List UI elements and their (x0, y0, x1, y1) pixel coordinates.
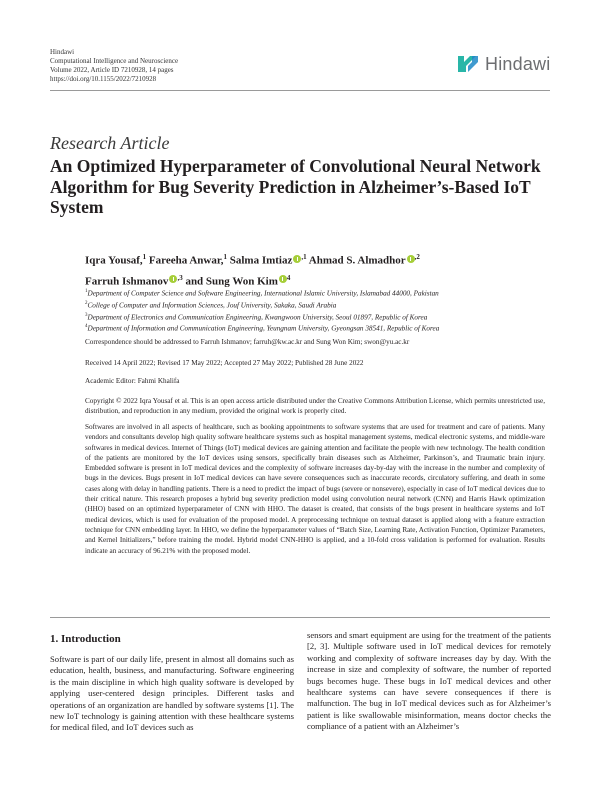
abstract: Softwares are involved in all aspects of healthcare, such as booking appointments to software systems that are used for treatment and care of patients. Many vendors and consultants develop high quality software healthcare systems such as hospital management systems, medical electronic systems, and middle-ware softwares in medical devices. Internet of Things (IoT) medical devices are gaining attention and facilitate the people with new technology. The health condition of the patients are monitored by the IoT devices using sensors, specifically brain diseases such as Alzheimer, Parkinson’s, and Traumatic brain injury. Embedded software is present in IoT medical devices and the complexity of software increases day-by-day with the increase in the number and complexity of bugs in the devices. Bugs present in IoT medical devices can have severe consequences such as inaccurate records, circulatory suffering, and death in some cases along with delay in handling patients. There is a need to predict the impact of bugs (severe or nonsevere), especially in case of IoT medical devices due to their critical nature. This research proposes a hybrid bug severity prediction model using convolution neural network (CNN) and Harris Hawk optimization (HHO) based on an optimized hyperparameter of CNN with HHO. The dataset is created, that consists of the bugs present in healthcare systems and IoT medical devices, which is used for evaluation of the proposed model. A preprocessing technique on textual dataset is applied along with a feature extraction technique for CNN embedding layer. In HHO, we define the hyperparameter values of “Batch Size, Learning Rate, Activation Function, Optimizer Parameters, and Kernel Initializers,” before training the model. Hybrid model CNN-HHO is applied, and a 10-fold cross validation is performed for evaluation. Results indicate an accuracy of 96.21% with the proposed model. (85, 423, 545, 555)
orcid-icon[interactable] (407, 255, 415, 263)
orcid-icon[interactable] (169, 275, 177, 283)
intro-left-column: Software is part of our daily life, present in almost all domains such as education, health, business, and manufacturing. Software engineering is the main discipline in which high quality software is developed by applying user-centered design principles. Different tasks and operations of an organization are handled by software systems [1]. The new IoT technology is gaining attention with these healthcare systems for medical filed, and IoT devices such as (50, 654, 294, 733)
article-title: An Optimized Hyperparameter of Convolutional Neural Network Algorithm for Bug Severity Prediction in Alzheimer’s-Based IoT System (50, 156, 541, 217)
copyright-notice: Copyright © 2022 Iqra Yousaf et al. This is an open access article distributed under the Creative Commons Attribution License, which permits unrestricted use, distribution, and reproduction in any medium, provided the original work is properly cited. (85, 397, 545, 415)
hindawi-logo-icon (455, 52, 483, 76)
affiliation-item: $^2$College of Computer and Information Sciences, Jouf University, Sakaka, Saudi Arabia (85, 300, 337, 310)
abstract-rule (50, 617, 550, 618)
publication-dates: Received 14 April 2022; Revised 17 May 2022; Accepted 27 May 2022; Published 28 June 2022 (85, 359, 364, 367)
correspondence: Correspondence should be addressed to Farruh Ishmanov; farruh@kw.ac.kr and Sung Won Kim; swon@yu.ac.kr (85, 338, 410, 346)
header-rule (50, 90, 550, 91)
author-list: Iqra Yousaf,$^1$ Fareeha Anwar,$^1$ Salma Imtiaz $^{,1}$ Ahmad S. Almadhor $^{,2}$ Farruh Ishmanov $^{,3}$ and Sung Won Kim $^4$ (85, 253, 420, 288)
affiliation-item: $^4$Department of Information and Communication Engineering, Yeungnam University, Gyeongsan 38541, Republic of Korea (85, 324, 440, 333)
academic-editor: Academic Editor: Fahmi Khalifa (85, 377, 180, 385)
journal-name: Computational Intelligence and Neuroscience (50, 57, 179, 65)
affiliation-item: $^1$Department of Computer Science and Software Engineering, International Islamic University, Islamabad 44000, Pakistan (85, 289, 439, 298)
journal-info (50, 48, 178, 84)
author-name: Iqra Yousaf, (85, 254, 143, 267)
logo-wordmark: Hindawi (485, 54, 551, 74)
section-heading: 1. Introduction (50, 633, 121, 645)
author-name: Salma Imtiaz (229, 254, 293, 267)
orcid-icon[interactable] (293, 255, 301, 263)
author-name: Fareeha Anwar, (148, 254, 224, 267)
intro-right-column: sensors and smart equipment are using for the treatment of the patients [2, 3]. Multiple software used in IoT medical devices for remotely working and complexity of software increases day by day. With the increase in size and complexity of software, the number of reported bugs becomes huge. These bugs in IoT medical devices and other healthcare systems can have severe consequences if there is malfunction. The bug in IoT medical devices such as for Alzheimer’s patient is like swallowable misinformation, means doctor checks the compliance of a patient with an Alzheimer’s (307, 630, 551, 732)
affiliations (85, 287, 545, 334)
journal-doi[interactable]: https://doi.org/10.1155/2022/7210928 (50, 75, 157, 83)
orcid-icon[interactable] (279, 275, 287, 283)
hindawi-logo (455, 52, 553, 76)
article-type: Research Article (50, 133, 170, 153)
author-name: Ahmad S. Almadhor (308, 254, 406, 267)
author-name: Farruh Ishmanov (85, 275, 169, 288)
author-name: and Sung Won Kim (185, 275, 278, 288)
publisher-name: Hindawi (50, 48, 75, 56)
affiliation-item: $^3$Department of Electronics and Communication Engineering, Kwangwoon University, Seoul 01897, Republic of Korea (85, 312, 428, 321)
journal-volume: Volume 2022, Article ID 7210928, 14 pages (50, 66, 174, 74)
